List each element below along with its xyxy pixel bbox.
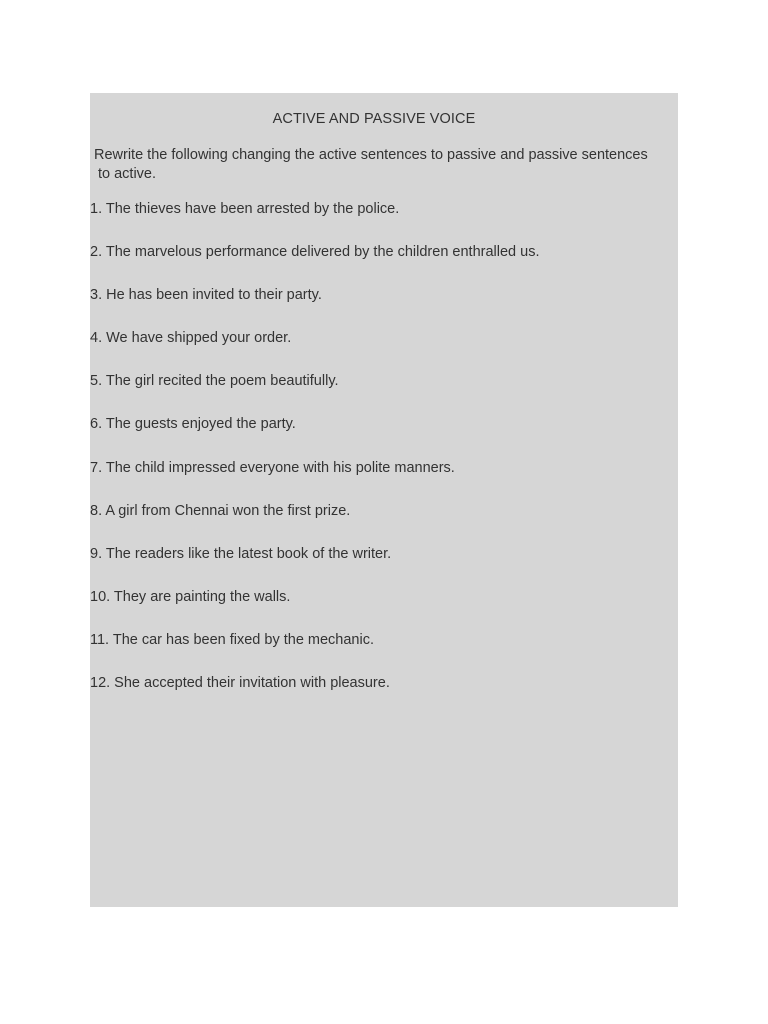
instructions-line-2: to active. xyxy=(98,166,157,182)
exercise-list xyxy=(90,200,539,717)
exercise-item-1: 1. The thieves have been arrested by the police. xyxy=(90,201,400,217)
exercise-item-6: 6. The guests enjoyed the party. xyxy=(90,416,296,433)
exercise-item-2: 2. The marvelous performance delivered by the children enthralled us. xyxy=(90,244,540,261)
exercise-item-11: 11. The car has been fixed by the mechanic. xyxy=(90,631,374,648)
exercise-item-9: 9. The readers like the latest book of the writer. xyxy=(90,545,392,562)
worksheet-title: ACTIVE AND PASSIVE VOICE xyxy=(272,111,476,127)
exercise-item-3: 3. He has been invited to their party. xyxy=(90,287,322,304)
exercise-item-4: 4. We have shipped your order. xyxy=(90,330,292,347)
exercise-item-10: 10. They are painting the walls. xyxy=(90,588,291,605)
worksheet xyxy=(90,93,678,907)
instructions-line-1: Rewrite the following changing the active sentences to passive and passive sentences xyxy=(94,147,648,163)
exercise-item-5: 5. The girl recited the poem beautifully. xyxy=(90,373,339,390)
exercise-item-7: 7. The child impressed everyone with his polite manners. xyxy=(90,459,455,476)
instructions xyxy=(94,146,678,184)
exercise-item-12: 12. She accepted their invitation with pleasure. xyxy=(90,675,390,692)
exercise-item-8: 8. A girl from Chennai won the first prize. xyxy=(90,502,351,519)
